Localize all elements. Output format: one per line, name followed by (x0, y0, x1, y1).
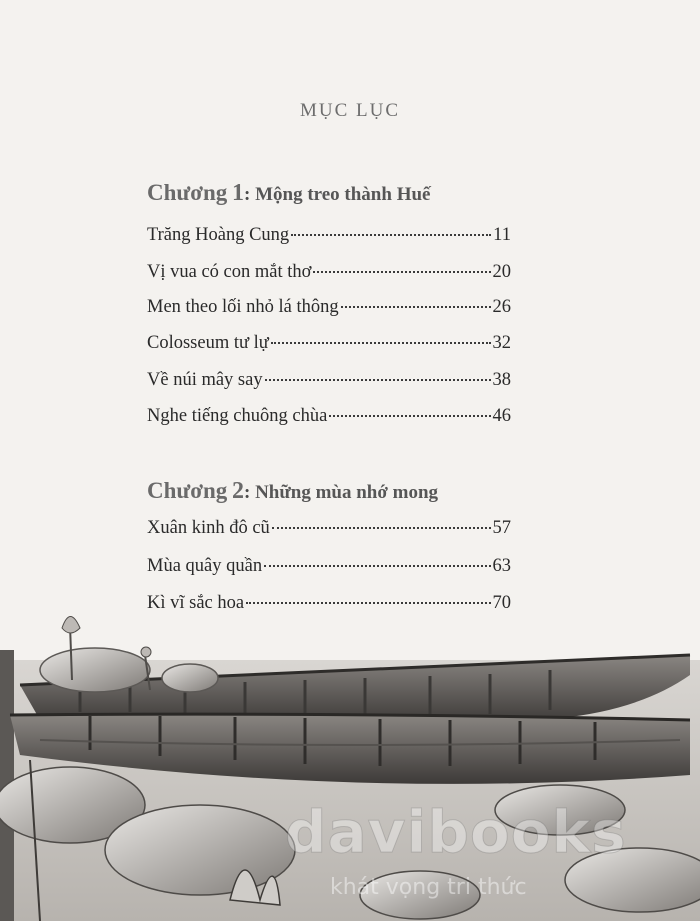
toc-entry-page: 20 (492, 262, 511, 282)
toc-entry-page: 32 (492, 333, 511, 353)
chapter-2-heading (147, 478, 567, 505)
leader-dots (291, 234, 491, 236)
watermark-tagline: khát vọng tri thức (330, 875, 527, 900)
chapter-1-heading (147, 180, 567, 207)
toc-entry[interactable] (147, 297, 511, 318)
leader-dots (265, 379, 491, 381)
toc-entry-page: 63 (492, 556, 511, 576)
toc-entry-title: Men theo lối nhỏ lá thông (147, 297, 339, 317)
chapter-label: Chương (147, 180, 228, 205)
toc-entry-title: Xuân kinh đô cũ (147, 518, 270, 538)
leader-dots (272, 527, 491, 529)
leader-dots (271, 342, 491, 344)
toc-entry[interactable] (147, 518, 511, 539)
chapter-separator: : (243, 482, 251, 503)
toc-entry-page: 70 (492, 593, 511, 613)
toc-entry-title: Nghe tiếng chuông chùa (147, 406, 328, 426)
leader-dots (329, 415, 490, 417)
page-title: MỤC LỤC (299, 100, 401, 121)
toc-entry-title: Colosseum tư lự (147, 333, 269, 353)
toc-entry-title: Vị vua có con mắt thơ (147, 262, 312, 282)
toc-entry-page: 26 (492, 297, 511, 317)
toc-entry[interactable] (147, 556, 511, 577)
boats-lotus-illustration (0, 600, 700, 921)
toc-entry-page: 57 (492, 518, 511, 538)
chapter-name: Mộng treo thành Huế (255, 184, 431, 205)
chapter-label: Chương (147, 478, 228, 503)
leader-dots (313, 271, 490, 273)
watermark-brand: davibooks (285, 798, 627, 866)
toc-entry-title: Kì vĩ sắc hoa (147, 593, 245, 613)
toc-entry[interactable] (147, 370, 511, 391)
chapter-number: 1 (231, 180, 244, 206)
toc-entry-title: Về núi mây say (147, 370, 263, 390)
toc-entry[interactable] (147, 333, 511, 354)
toc-entry[interactable] (147, 225, 511, 246)
toc-entry[interactable] (147, 406, 511, 427)
toc-entry-title: Trăng Hoàng Cung (147, 225, 290, 245)
toc-entry-page: 38 (492, 370, 511, 390)
toc-entry-page: 11 (493, 225, 511, 245)
leader-dots (264, 565, 490, 567)
toc-entry[interactable] (147, 262, 511, 283)
chapter-separator: : (243, 184, 251, 205)
chapter-number: 2 (231, 478, 244, 504)
leader-dots (341, 306, 491, 308)
toc-entry-page: 46 (492, 406, 511, 426)
chapter-name: Những mùa nhớ mong (255, 482, 439, 503)
toc-entry-title: Mùa quây quần (147, 556, 263, 576)
